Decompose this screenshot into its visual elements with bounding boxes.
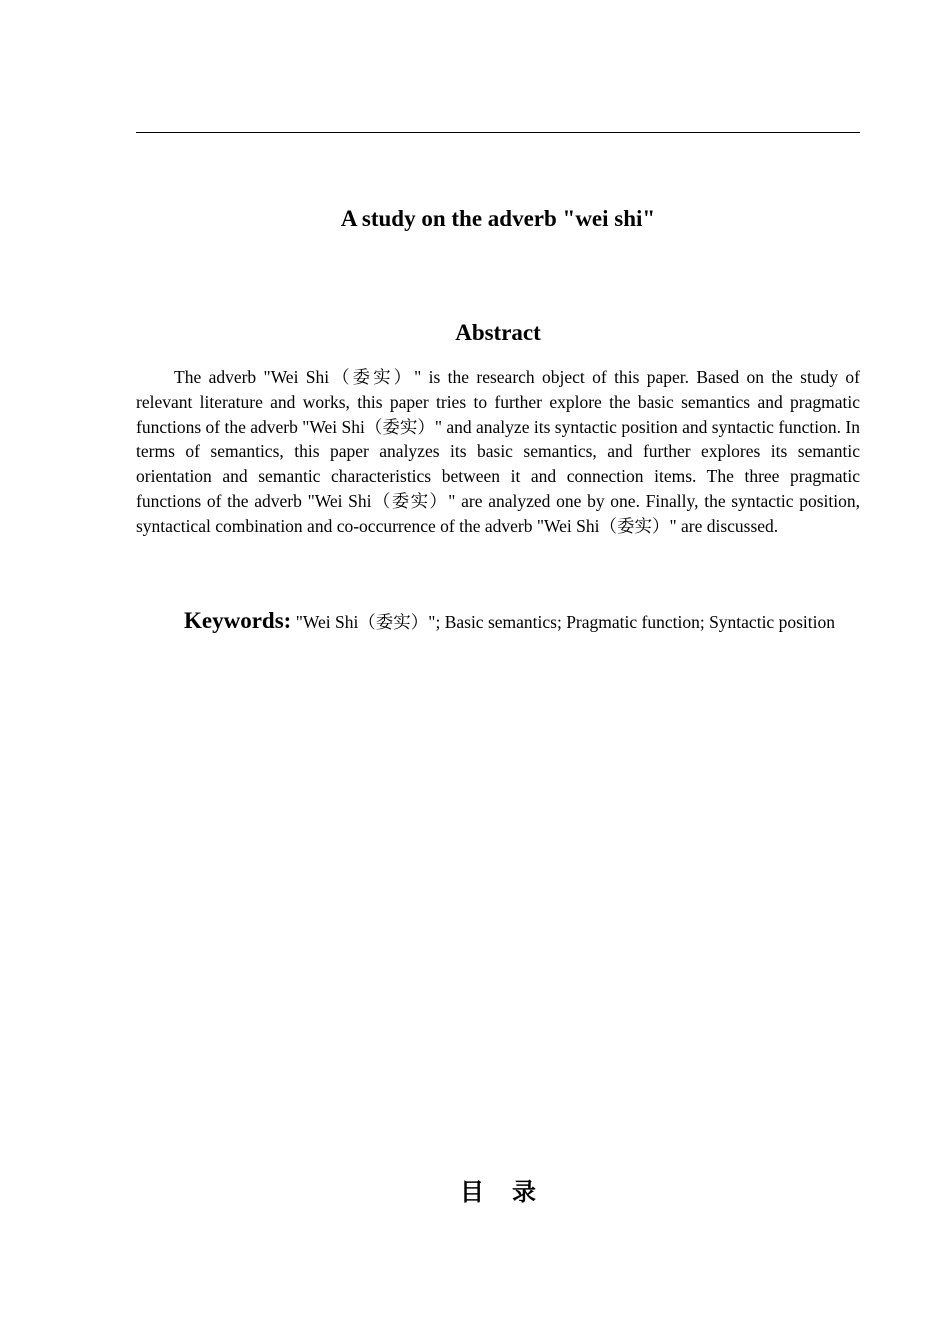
abstract-body: The adverb "Wei Shi（委实）" is the research object of this paper. Based on the study of relevant literature and works, this paper tries to further explore the basic semantics and pragmatic functions of the adverb "Wei Shi（委实）" and analyze its syntactic position and syntactic function. In terms of semantics, this paper analyzes its basic semantics, and further explores its semantic orientation and semantic characteristics between it and connection items. The three pragmatic functions of the adverb "Wei Shi（委实）" are analyzed one by one. Finally, the syntactic position, syntactical combination and co-occurrence of the adverb "Wei Shi（委实）" are discussed. xyxy=(136,367,860,536)
header-rule xyxy=(136,132,860,133)
toc-heading: 目录 xyxy=(460,1178,564,1206)
paper-title: A study on the adverb "wei shi" xyxy=(340,206,656,231)
abstract-heading: Abstract xyxy=(455,320,541,345)
keywords-paragraph xyxy=(136,603,860,640)
keywords-label: Keywords: xyxy=(184,608,292,633)
keywords-text: "Wei Shi（委实）"; Basic semantics; Pragmatic function; Syntactic position xyxy=(295,612,835,632)
